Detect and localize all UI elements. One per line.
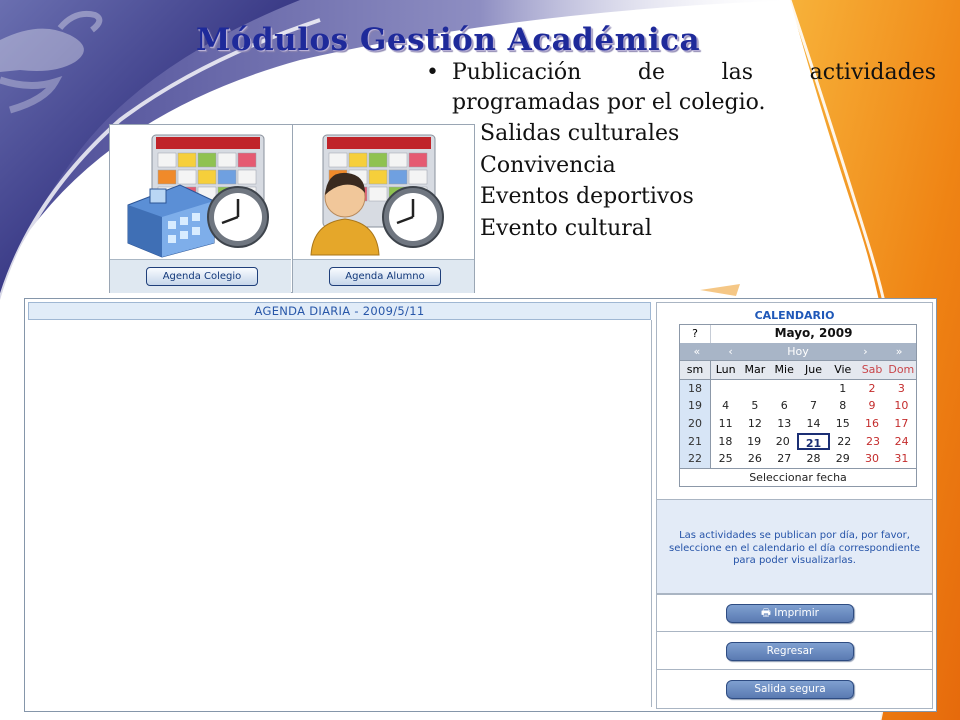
back-button[interactable]: Regresar: [726, 642, 854, 661]
week-number: 18: [680, 380, 711, 398]
logout-row: [657, 669, 932, 708]
calendar-day[interactable]: 3: [897, 381, 905, 395]
genie-lamp-icon: [0, 0, 115, 130]
school-building-icon: [128, 185, 214, 257]
side-panel: [656, 302, 933, 709]
calendar-days-grid: [680, 380, 916, 468]
calendar-week-row: [680, 415, 916, 433]
prev-year-button[interactable]: «: [693, 344, 701, 358]
calendar-widget: [679, 324, 917, 487]
calendar-month-row: [680, 325, 916, 343]
today-button[interactable]: Hoy: [787, 344, 809, 358]
week-number: 19: [680, 397, 711, 415]
calendar-empty-cell: [799, 380, 828, 398]
slide-title: Módulos Gestión Académica: [196, 22, 701, 58]
calendar-day[interactable]: 23: [865, 434, 880, 448]
bullet-item: • Eventos deportivos: [424, 181, 936, 213]
calendar-day[interactable]: 28: [806, 452, 821, 466]
calendar-week-row: [680, 450, 916, 468]
agenda-colegio-bar: [110, 259, 291, 293]
next-year-button[interactable]: »: [895, 344, 903, 358]
calendar-day[interactable]: 12: [747, 416, 762, 430]
calendar-day[interactable]: 5: [751, 399, 759, 413]
calendar-day[interactable]: 4: [722, 399, 730, 413]
print-row: [657, 593, 932, 632]
printer-icon: 🖶: [761, 607, 775, 619]
next-month-button[interactable]: ›: [863, 344, 868, 358]
week-number: 20: [680, 415, 711, 433]
calendar-day[interactable]: 22: [837, 434, 852, 448]
calendar-day-selected[interactable]: 21: [797, 433, 830, 451]
calendar-empty-cell: [770, 380, 799, 398]
print-button[interactable]: [726, 604, 854, 623]
agenda-alumno-bar: [293, 259, 474, 293]
calendar-day[interactable]: 26: [747, 452, 762, 466]
agenda-content-area: [28, 320, 652, 707]
calendar-day[interactable]: 25: [718, 452, 733, 466]
weekday-label: Jue: [804, 363, 822, 377]
calendar-empty-cell: [711, 380, 740, 398]
print-label: Imprimir: [774, 607, 819, 619]
calendar-day[interactable]: 11: [718, 416, 733, 430]
bullet-list: [424, 58, 936, 244]
agenda-colegio-card: [110, 125, 291, 292]
calendar-weekday-header: [680, 360, 916, 380]
calendar-day[interactable]: 16: [865, 416, 880, 430]
weekday-label: Mar: [744, 363, 766, 377]
bullet-intro: • Publicación de las actividades programadas por el colegio.: [424, 58, 936, 118]
calendar-day[interactable]: 10: [894, 399, 909, 413]
calendar-day[interactable]: 6: [780, 399, 788, 413]
calendar-day[interactable]: 14: [806, 416, 821, 430]
weekday-label: Sab: [861, 363, 883, 377]
calendar-day[interactable]: 1: [839, 381, 847, 395]
calendar-day[interactable]: 29: [835, 452, 850, 466]
back-row: [657, 631, 932, 670]
calendar-day[interactable]: 31: [894, 452, 909, 466]
agenda-alumno-card: [293, 125, 474, 292]
agenda-diaria-header: AGENDA DIARIA - 2009/5/11: [28, 302, 651, 320]
agenda-app-window: [24, 298, 937, 712]
clock-icon: [383, 187, 443, 247]
bullet-item: • Evento cultural: [424, 213, 936, 245]
agenda-selector: [109, 124, 475, 293]
school-agenda-icon: [110, 125, 291, 259]
weekday-label: Mie: [774, 363, 794, 377]
calendar-week-row: [680, 397, 916, 415]
calendar-nav-row: [680, 343, 916, 361]
week-number: 21: [680, 433, 711, 451]
calendar-month-label: Mayo, 2009: [774, 326, 853, 340]
weekday-label: Lun: [715, 363, 736, 377]
calendar-footer: Seleccionar fecha: [680, 468, 916, 486]
agenda-colegio-button[interactable]: Agenda Colegio: [146, 267, 258, 286]
calendar-day[interactable]: 15: [835, 416, 850, 430]
calendar-help-button[interactable]: ?: [680, 325, 711, 343]
bullet-item: • Salidas culturales: [424, 118, 936, 150]
calendar-day[interactable]: 17: [894, 416, 909, 430]
weekday-label: Vie: [834, 363, 852, 377]
agenda-alumno-button[interactable]: Agenda Alumno: [329, 267, 441, 286]
week-number-header: sm: [680, 361, 711, 379]
calendar-day[interactable]: 18: [718, 434, 733, 448]
calendar-day[interactable]: 9: [868, 399, 876, 413]
calendar-title: CALENDARIO: [754, 309, 835, 322]
calendar-day[interactable]: 19: [747, 434, 762, 448]
calendar-day[interactable]: 8: [839, 399, 847, 413]
instructions-panel: [657, 499, 932, 595]
calendar-empty-cell: [740, 380, 769, 398]
calendar-day[interactable]: 24: [894, 434, 909, 448]
instructions-text: Las actividades se publican por día, por favor, seleccione en el calendario el día correspondiente para poder visualizarlas.: [668, 530, 921, 566]
calendar-week-row: [680, 380, 916, 398]
weekday-label: Dom: [888, 363, 915, 377]
prev-month-button[interactable]: ‹: [728, 344, 733, 358]
logout-button[interactable]: Salida segura: [726, 680, 854, 699]
calendar-day[interactable]: 27: [777, 452, 792, 466]
bullet-item: • Convivencia: [424, 150, 936, 182]
week-number: 22: [680, 450, 711, 468]
calendar-week-row: [680, 433, 916, 451]
student-agenda-icon: [293, 125, 474, 259]
calendar-day[interactable]: 2: [868, 381, 876, 395]
calendar-day[interactable]: 20: [775, 434, 790, 448]
clock-icon: [208, 187, 268, 247]
calendar-day[interactable]: 30: [865, 452, 880, 466]
calendar-day[interactable]: 7: [809, 399, 817, 413]
calendar-day[interactable]: 13: [777, 416, 792, 430]
